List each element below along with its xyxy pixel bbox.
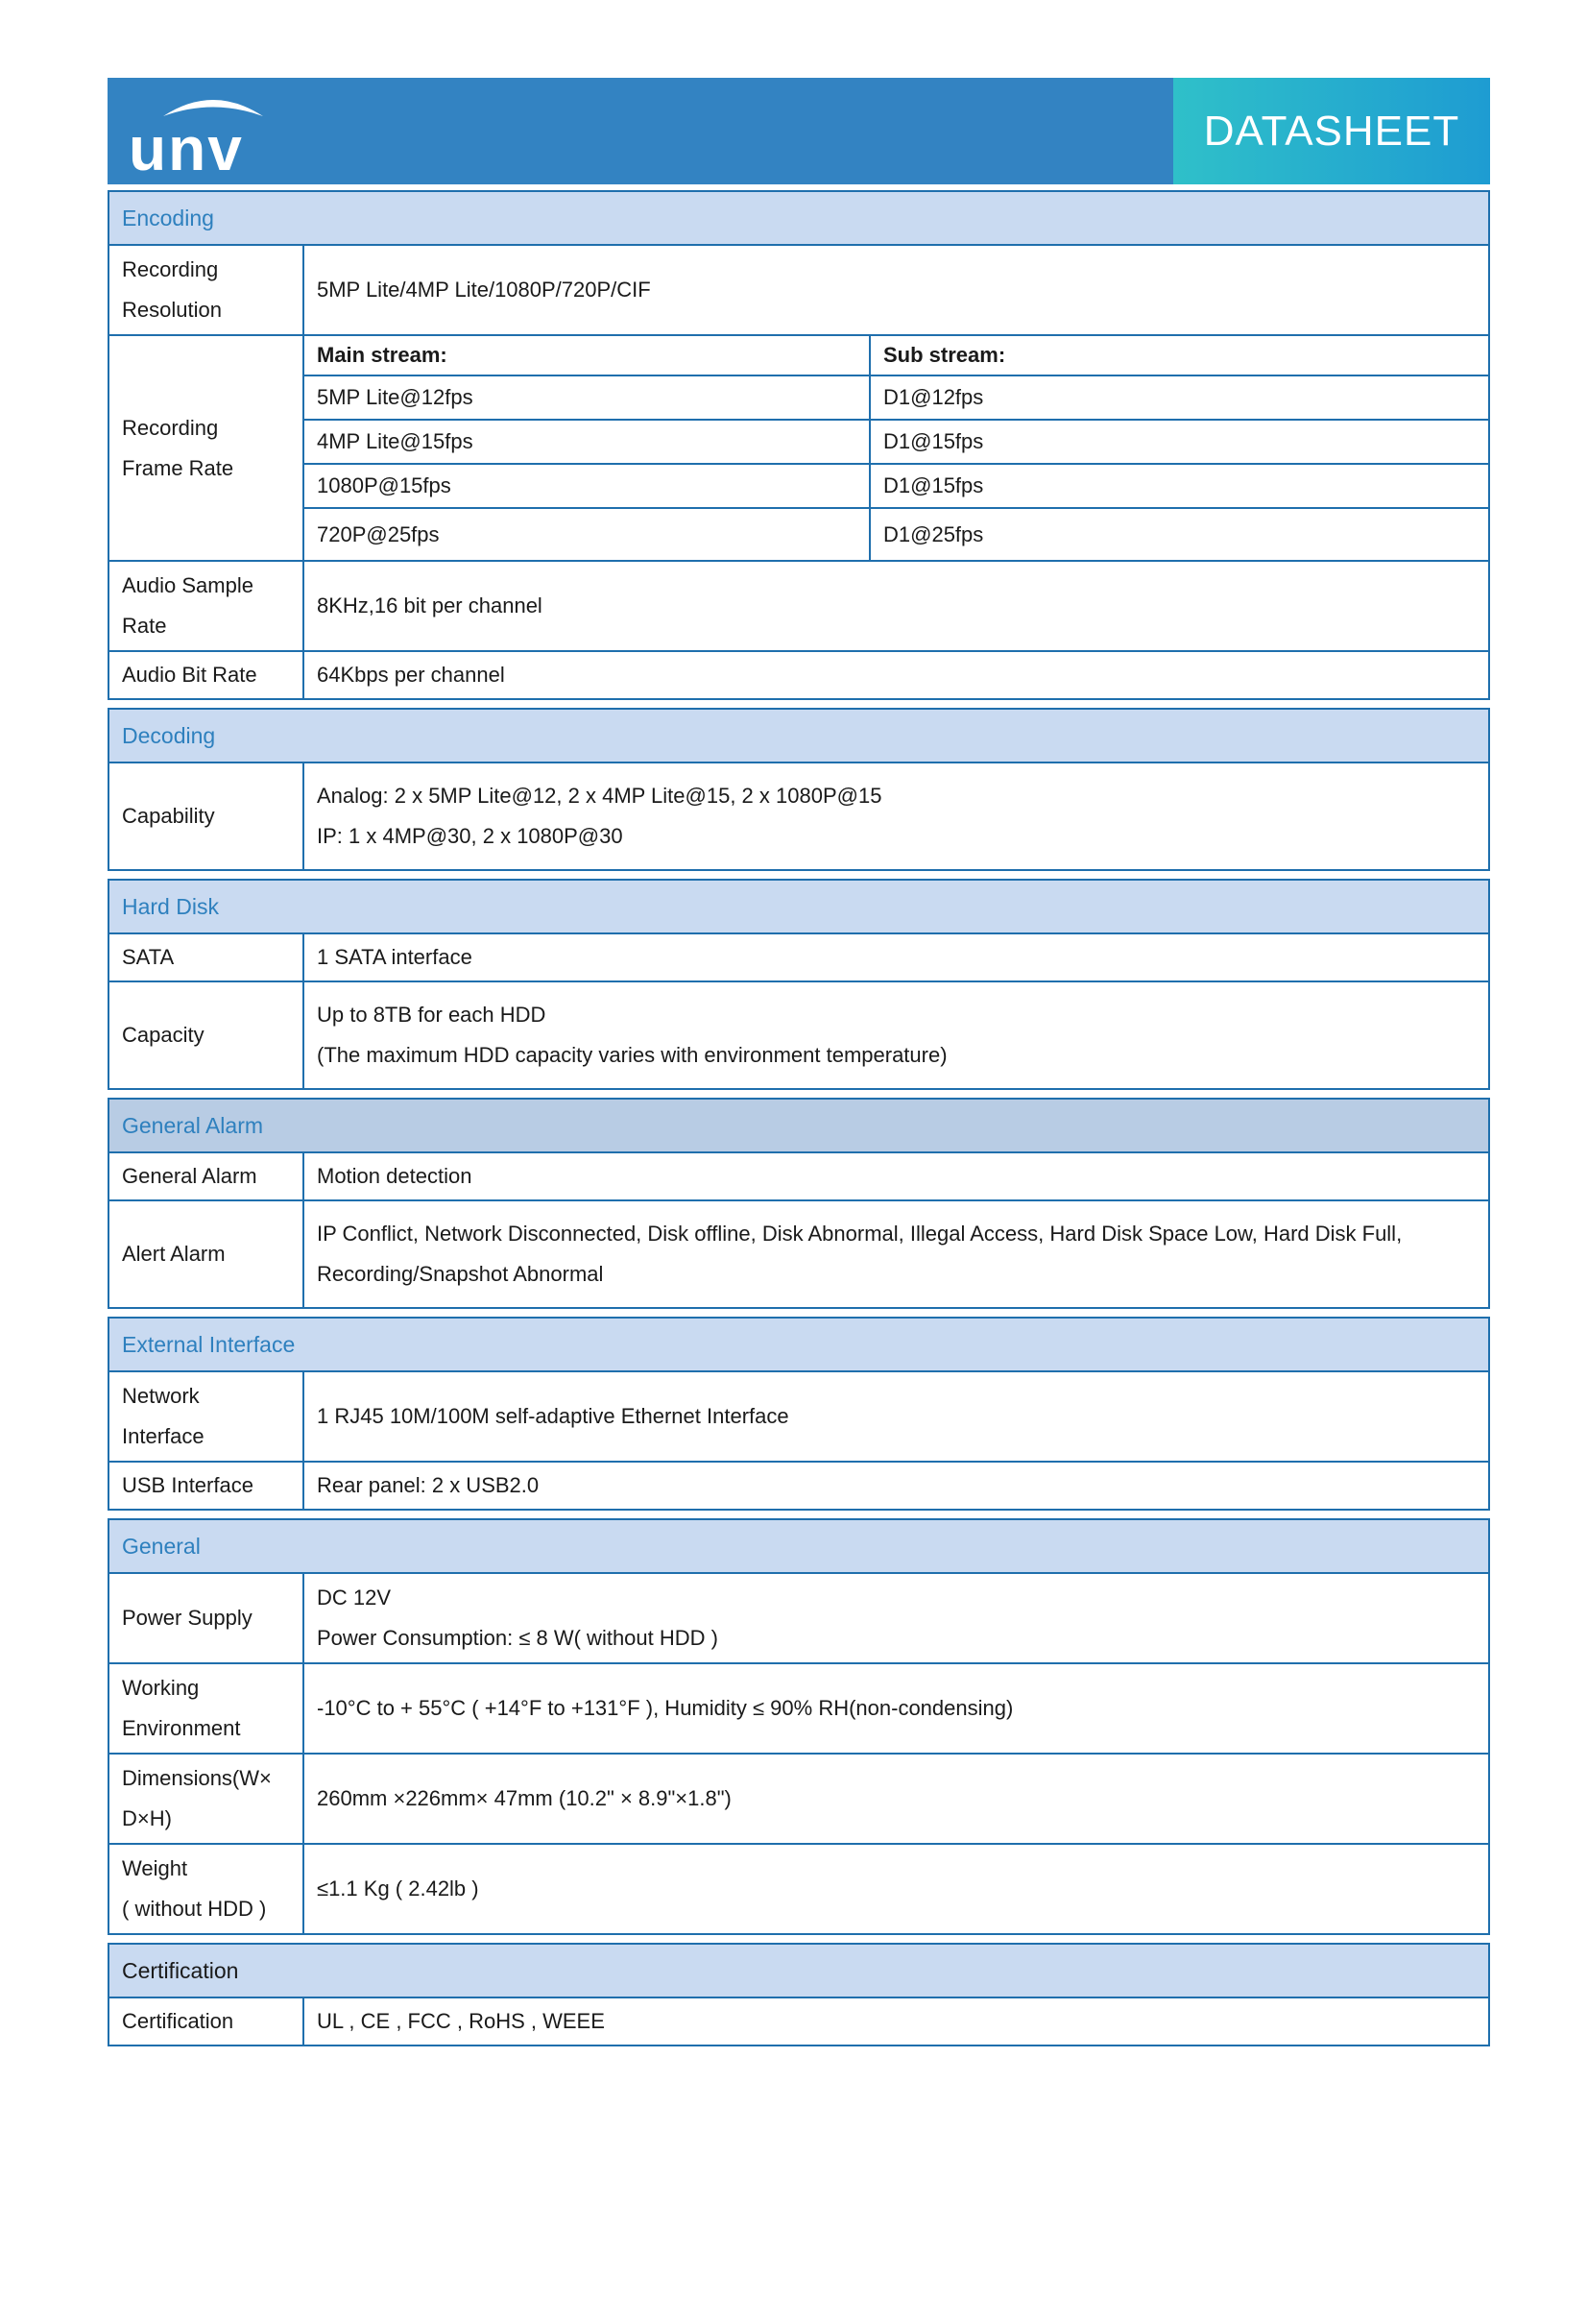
row-network-interface <box>109 1370 1488 1461</box>
sub-stream-value: D1@12fps <box>883 385 984 409</box>
sub-stream-value: D1@15fps <box>883 429 984 453</box>
section-header-external-interface <box>109 1319 1488 1370</box>
spec-label <box>109 1153 304 1199</box>
spec-value <box>304 652 1488 698</box>
main-stream-value: 4MP Lite@15fps <box>304 421 871 463</box>
row-general-alarm <box>109 1151 1488 1199</box>
value-line: ≤1.1 Kg ( 2.42lb ) <box>317 1876 479 1900</box>
spec-label <box>109 1463 304 1509</box>
spec-value <box>304 1998 1488 2045</box>
sub-stream-value: D1@15fps <box>883 473 984 497</box>
label-line: Capability <box>122 804 215 828</box>
spec-label <box>109 982 304 1088</box>
value-line: 5MP Lite/4MP Lite/1080P/720P/CIF <box>317 278 651 302</box>
section-encoding <box>108 190 1490 700</box>
datasheet-page <box>108 78 1490 2046</box>
unv-logo-arc-icon <box>159 89 267 118</box>
frame-rate-subtable <box>304 336 1488 560</box>
row-certification <box>109 1997 1488 2045</box>
value-line: IP Conflict, Network Disconnected, Disk offline, Disk Abnormal, Illegal Access, Hard Disk Space Low, Hard Disk Full, <box>317 1222 1403 1246</box>
spec-value <box>304 1755 1488 1843</box>
spec-value <box>304 1372 1488 1461</box>
label-line: ( without HDD ) <box>122 1897 267 1921</box>
value-line: Recording/Snapshot Abnormal <box>317 1262 604 1286</box>
label-line: Environment <box>122 1716 241 1740</box>
value-line: IP: 1 x 4MP@30, 2 x 1080P@30 <box>317 824 623 848</box>
main-stream-value: 1080P@15fps <box>304 465 871 507</box>
spec-label <box>109 1372 304 1461</box>
section-header-hard-disk <box>109 881 1488 932</box>
section-general <box>108 1518 1490 1935</box>
section-title: External Interface <box>122 1331 296 1357</box>
section-title: Certification <box>122 1957 239 1983</box>
spec-value <box>304 934 1488 980</box>
section-header-decoding <box>109 710 1488 762</box>
label-line: Frame Rate <box>122 455 234 480</box>
label-line: Audio Bit Rate <box>122 663 257 687</box>
spec-value <box>304 562 1488 650</box>
section-general-alarm <box>108 1098 1490 1309</box>
label-line: Power Supply <box>122 1606 253 1630</box>
spec-value <box>304 1664 1488 1753</box>
label-line: D×H) <box>122 1806 172 1830</box>
value-line: 8KHz,16 bit per channel <box>317 593 542 617</box>
section-title: Encoding <box>122 205 214 230</box>
spec-label <box>109 763 304 869</box>
row-alert-alarm <box>109 1199 1488 1307</box>
label-line: Network <box>122 1384 200 1408</box>
value-line: Up to 8TB for each HDD <box>317 1003 546 1027</box>
spec-value <box>304 1153 1488 1199</box>
label-line: USB Interface <box>122 1473 253 1497</box>
banner <box>108 78 1490 184</box>
row-dimensions <box>109 1753 1488 1843</box>
spec-label <box>109 1845 304 1933</box>
spec-label <box>109 934 304 980</box>
label-line: Recording <box>122 257 219 281</box>
section-header-general <box>109 1520 1488 1572</box>
label-line: Alert Alarm <box>122 1242 226 1266</box>
value-line: DC 12V <box>317 1586 392 1610</box>
spec-label <box>109 562 304 650</box>
unv-logo <box>129 85 321 183</box>
spec-value <box>304 1201 1488 1307</box>
spec-label <box>109 1998 304 2045</box>
spec-value <box>304 1463 1488 1509</box>
value-line: 260mm ×226mm× 47mm (10.2" × 8.9"×1.8") <box>317 1786 732 1810</box>
section-title: General <box>122 1533 201 1559</box>
value-line: -10°C to + 55°C ( +14°F to +131°F ), Humidity ≤ 90% RH(non-condensing) <box>317 1696 1014 1720</box>
label-line: Resolution <box>122 298 222 322</box>
row-capability <box>109 762 1488 869</box>
sub-stream-value: D1@25fps <box>883 521 984 546</box>
row-audio-sample-rate <box>109 560 1488 650</box>
spec-label <box>109 652 304 698</box>
section-title: Hard Disk <box>122 893 219 919</box>
spec-label <box>109 246 304 334</box>
section-external-interface <box>108 1317 1490 1511</box>
spec-label <box>109 1201 304 1307</box>
row-weight <box>109 1843 1488 1933</box>
frame-rate-row <box>304 463 1488 507</box>
label-line: Interface <box>122 1424 205 1448</box>
main-stream-value: 5MP Lite@12fps <box>304 376 871 419</box>
main-stream-value: 720P@25fps <box>304 509 871 560</box>
frame-rate-row <box>304 375 1488 419</box>
label-line: Certification <box>122 2009 234 2033</box>
row-recording-resolution <box>109 244 1488 334</box>
section-title: General Alarm <box>122 1112 264 1138</box>
datasheet-badge <box>1173 78 1490 184</box>
section-title: Decoding <box>122 722 216 748</box>
row-sata <box>109 932 1488 980</box>
section-hard-disk <box>108 879 1490 1090</box>
spec-value <box>304 1845 1488 1933</box>
label-line: General Alarm <box>122 1164 257 1188</box>
spec-label <box>109 1755 304 1843</box>
row-capacity <box>109 980 1488 1088</box>
main-stream-header: Main stream: <box>304 336 871 375</box>
spec-value <box>304 982 1488 1088</box>
row-usb-interface <box>109 1461 1488 1509</box>
frame-rate-header-row <box>304 336 1488 375</box>
unv-logo-text: unv <box>129 113 244 183</box>
label-line: Working <box>122 1676 200 1700</box>
spec-label <box>109 1574 304 1662</box>
spec-label <box>109 1664 304 1753</box>
label-line: Capacity <box>122 1023 205 1047</box>
label-line: Audio Sample <box>122 573 253 597</box>
spec-label <box>109 336 304 560</box>
spec-value <box>304 1574 1488 1662</box>
section-certification <box>108 1943 1490 2046</box>
row-working-environment <box>109 1662 1488 1753</box>
label-line: Recording <box>122 415 219 440</box>
section-header-general-alarm <box>109 1100 1488 1151</box>
section-header-encoding <box>109 192 1488 244</box>
value-line: 1 SATA interface <box>317 945 472 969</box>
label-line: Weight <box>122 1856 188 1880</box>
sub-stream-header: Sub stream: <box>883 343 1006 367</box>
spec-value <box>304 763 1488 869</box>
frame-rate-row <box>304 507 1488 560</box>
section-decoding <box>108 708 1490 871</box>
value-line: 1 RJ45 10M/100M self-adaptive Ethernet Interface <box>317 1404 789 1428</box>
row-recording-frame-rate <box>109 334 1488 560</box>
value-line: UL , CE , FCC , RoHS , WEEE <box>317 2009 605 2033</box>
row-audio-bit-rate <box>109 650 1488 698</box>
value-line: Power Consumption: ≤ 8 W( without HDD ) <box>317 1626 718 1650</box>
value-line: Motion detection <box>317 1164 472 1188</box>
label-line: SATA <box>122 945 175 969</box>
spec-value <box>304 246 1488 334</box>
frame-rate-row <box>304 419 1488 463</box>
value-line: 64Kbps per channel <box>317 663 505 687</box>
datasheet-badge-label: DATASHEET <box>1203 107 1460 155</box>
value-line: (The maximum HDD capacity varies with environment temperature) <box>317 1043 948 1067</box>
value-line: Rear panel: 2 x USB2.0 <box>317 1473 540 1497</box>
row-power-supply <box>109 1572 1488 1662</box>
label-line: Dimensions(W× <box>122 1766 272 1790</box>
label-line: Rate <box>122 614 167 638</box>
section-header-certification <box>109 1945 1488 1997</box>
value-line: Analog: 2 x 5MP Lite@12, 2 x 4MP Lite@15, 2 x 1080P@15 <box>317 784 882 808</box>
